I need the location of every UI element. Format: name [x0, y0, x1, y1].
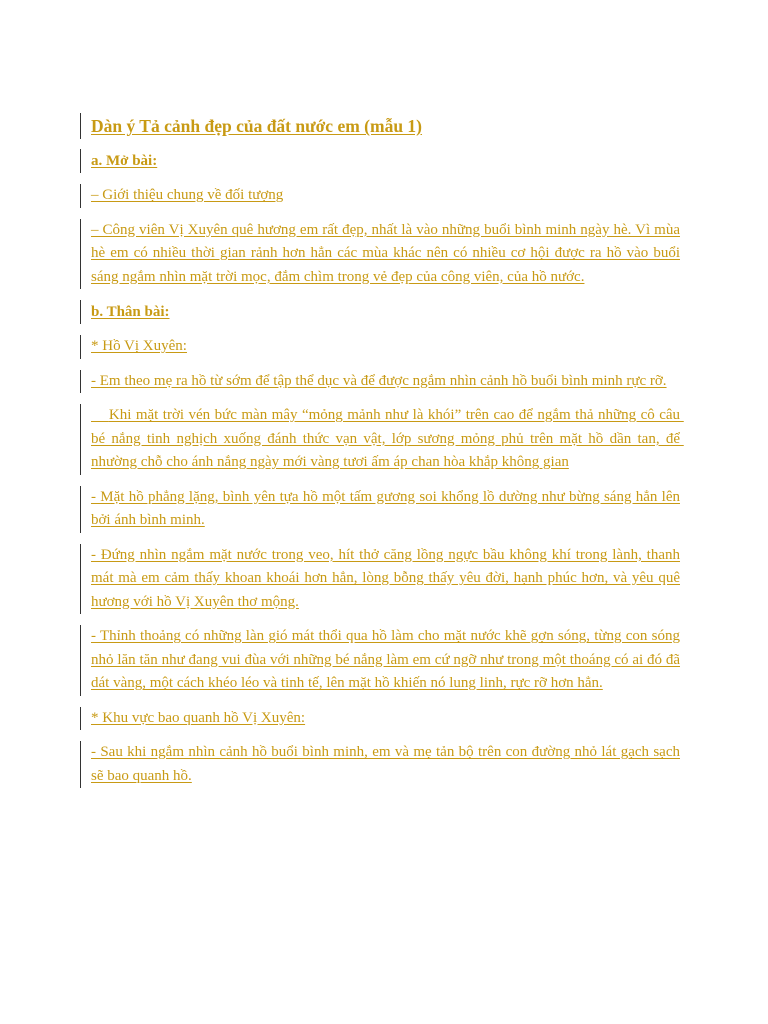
heading-block	[80, 149, 680, 173]
subheading-surroundings[interactable]: * Khu vực bao quanh hồ Vị Xuyên:	[91, 709, 306, 726]
paragraph[interactable]: - Đứng nhìn ngắm mặt nước trong veo, hít thở căng lồng ngực bầu không khí trong lành, thanh mát mà em cảm thấy khoan khoái hơn hẳn, lòng bỗng thấy yêu đời, hạnh phúc hơn, và yêu quê hương với hồ Vị Xuyên thơ mộng.	[91, 546, 680, 610]
paragraph-block	[80, 404, 684, 475]
paragraph-block	[80, 707, 680, 731]
subheading-lake[interactable]: * Hồ Vị Xuyên:	[91, 338, 187, 354]
paragraph-block	[80, 486, 680, 533]
paragraph[interactable]: - Thỉnh thoảng có những làn gió mát thổi qua hồ làm cho mặt nước khẽ gợn sóng, từng con sóng nhỏ lăn tăn như đang vui đùa với những bé nắng làm em cứ ngỡ như trong một thoáng có ai đó đã dát vàng, một cách khéo léo và tinh tế, lên mặt hồ khiến nó lung linh, rực rỡ hơn hẳn.	[91, 628, 680, 691]
paragraph-block	[80, 544, 680, 615]
paragraph[interactable]: – Công viên Vị Xuyên quê hương em rất đẹp, nhất là vào những buổi bình minh ngày hè. Vì mùa hè em có nhiều thời gian rảnh hơn hẳn các mùa khác nên có nhiều cơ hội được ra hồ vào buổi sáng ngắm nhìn mặt trời mọc, đắm chìm trong vẻ đẹp của công viên, của hồ nước.	[91, 221, 680, 285]
document-title[interactable]: Dàn ý Tả cảnh đẹp của đất nước em (mẫu 1)	[91, 116, 423, 136]
paragraph[interactable]: – Giới thiệu chung về đối tượng	[91, 187, 284, 203]
paragraph-block	[80, 219, 680, 290]
paragraph-block	[80, 625, 680, 696]
section-heading-body[interactable]: b. Thân bài:	[91, 304, 170, 320]
paragraph-block	[80, 741, 680, 788]
paragraph[interactable]: - Mặt hồ phẳng lặng, bình yên tựa hồ một tấm gương soi khổng lồ dường như bừng sáng hẳn lên bởi ánh bình minh.	[91, 488, 680, 528]
section-heading-intro[interactable]: a. Mở bài:	[91, 153, 158, 169]
title-block	[80, 113, 680, 139]
paragraph-block	[80, 370, 680, 394]
heading-block	[80, 300, 680, 324]
paragraph[interactable]: - Em theo mẹ ra hồ từ sớm để tập thể dục và để được ngắm nhìn cảnh hồ buổi bình minh rực rỡ.	[91, 372, 667, 389]
paragraph[interactable]: - Sau khi ngắm nhìn cảnh hồ buổi bình minh, em và mẹ tản bộ trên con đường nhỏ lát gạch sạch sẽ bao quanh hồ.	[91, 744, 680, 784]
paragraph[interactable]: Khi mặt trời vén bức màn mây “mỏng mảnh như là khói” trên cao để ngắm thả những cô câu bé nắng tinh nghịch xuống đánh thức vạn vật, lớp sương mỏng phủ trên mặt hồ dần tan, để nhường chỗ cho ánh nắng ngày mới vàng tươi ấm áp chan hòa khắp không gian	[91, 407, 684, 470]
document-page	[80, 113, 684, 799]
paragraph-block	[80, 335, 680, 359]
paragraph-block	[80, 184, 680, 208]
